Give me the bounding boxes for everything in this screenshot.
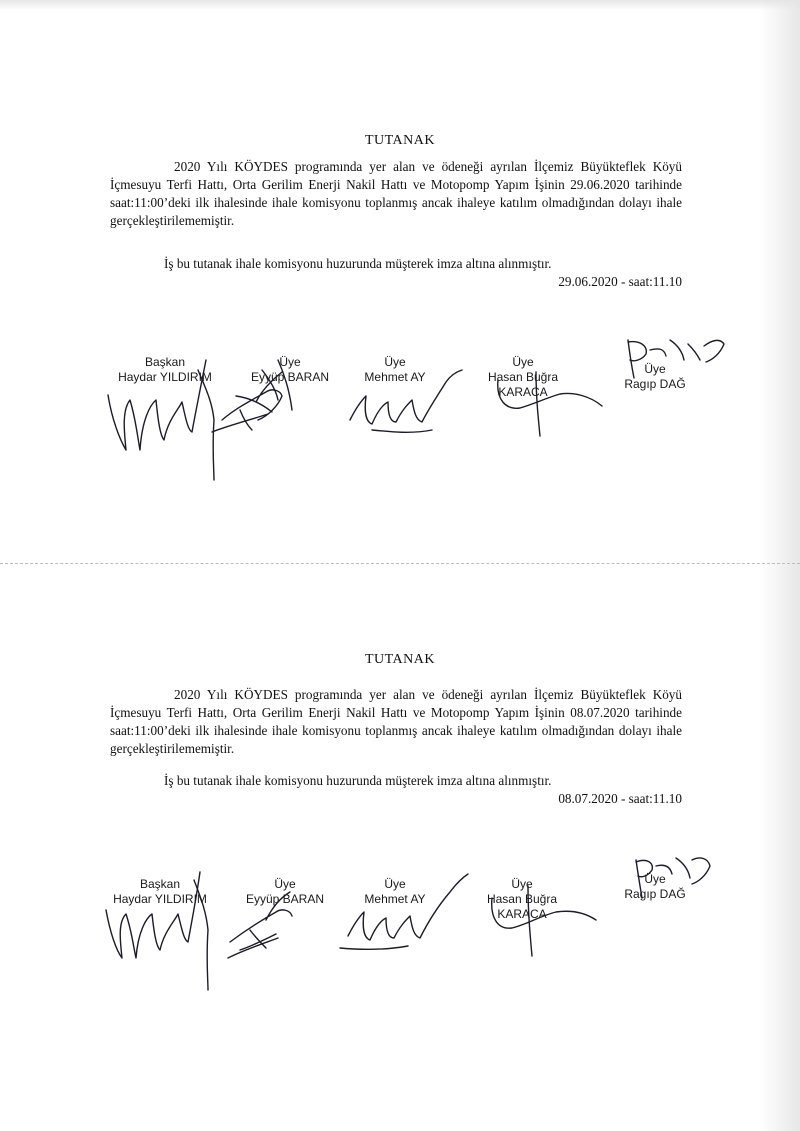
record-body: 2020 Yılı KÖYDES programında yer alan ve ödeneği ayrılan İlçemiz Büyükteflek Köyü İçmesuyu Terfi Hattı, Orta Gerilim Enerji Nakil Hattı ve Motopomp Yapım İşinin 29.06.2020 tarihinde saat:11:00’deki ilk ihalesinde ihale komisyonu toplanmış ancak ihaleye katılım olmadığından dolayı ihale gerçekleştirilememiştir. [110, 159, 682, 228]
record-body: 2020 Yılı KÖYDES programında yer alan ve ödeneği ayrılan İlçemiz Büyükteflek Köyü İçmesuyu Terfi Hattı, Orta Gerilim Enerji Nakil Hattı ve Motopomp Yapım İşinin 08.07.2020 tarihinde saat:11:00’deki ilk ihalesinde ihale komisyonu toplanmış ancak ihaleye katılım olmadığından dolayı ihale gerçekleştirilememiştir. [110, 687, 682, 756]
page-fold-line [0, 563, 800, 566]
record-date-time: 08.07.2020 - saat:11.10 [558, 791, 682, 806]
signatory-chair: Başkan Haydar YILDIRIM [118, 355, 212, 384]
signatory-member: Üye Mehmet AY [364, 877, 426, 906]
signature-chair [198, 370, 214, 480]
signatory-member: Üye Ragıp DAĞ [624, 872, 686, 901]
record-title: TUTANAK [364, 133, 436, 148]
record-statement: İş bu tutanak ihale komisyonu huzurunda müşterek imza altına alınmıştır. [164, 256, 552, 271]
record-title: TUTANAK [364, 652, 436, 667]
signatory-member: Üye Eyyüp BARAN [245, 877, 325, 906]
scan-top-edge [0, 0, 800, 10]
signatory-member: Üye Mehmet AY [364, 355, 426, 384]
record-statement: İş bu tutanak ihale komisyonu huzurunda müşterek imza altına alınmıştır. [164, 773, 552, 788]
signatory-chair: Başkan Haydar YILDIRIM [113, 877, 207, 906]
signatory-member: Üye Hasan Buğra KARACA [487, 355, 559, 399]
signatory-member: Üye Hasan Buğra KARACA [486, 877, 558, 921]
signatory-member: Üye Ragıp DAĞ [624, 362, 686, 391]
signatory-member: Üye Eyyüp BARAN [250, 355, 330, 384]
record-date-time: 29.06.2020 - saat:11.10 [558, 274, 682, 289]
